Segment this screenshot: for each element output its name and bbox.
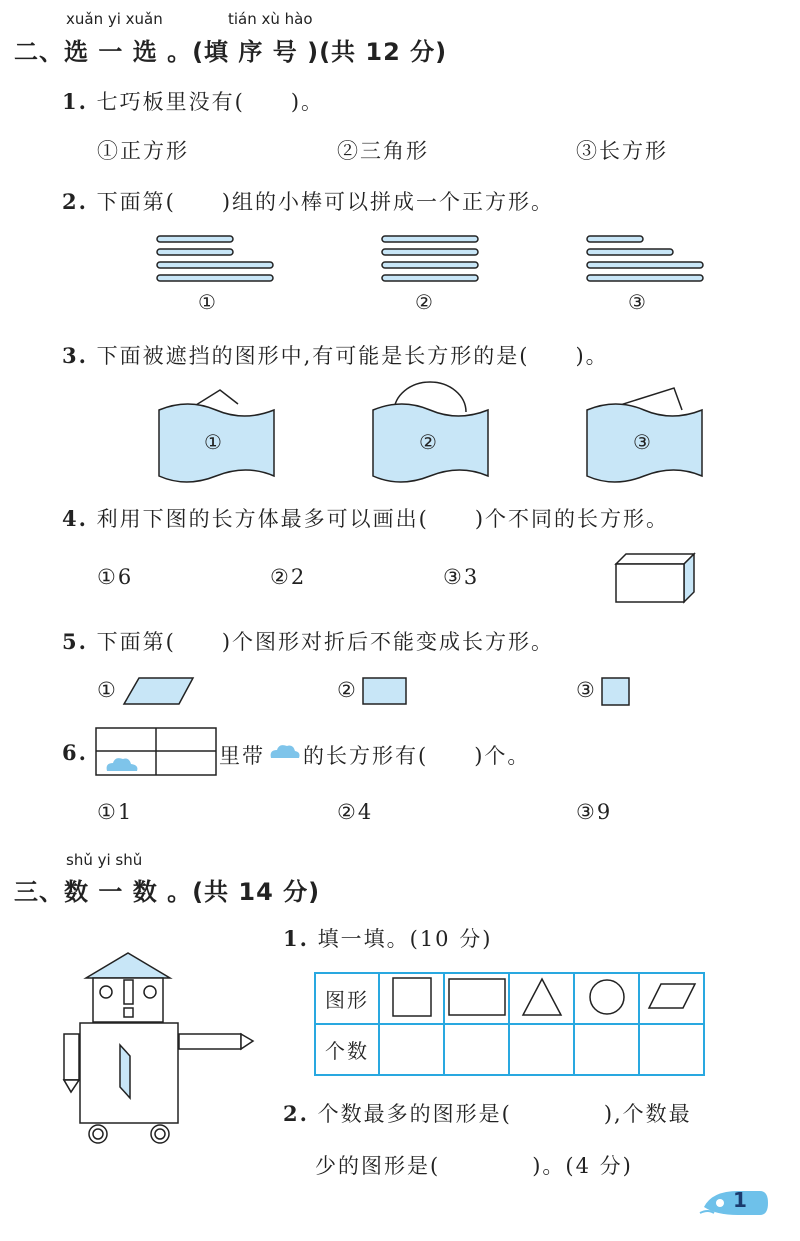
- q4-option-1: ①6: [97, 565, 134, 589]
- s3q1-question: [283, 923, 492, 953]
- q5-question: [62, 626, 554, 656]
- pinyin-tianxuhao: tián xù hào: [228, 10, 313, 28]
- q5-number: 5.: [62, 629, 88, 654]
- q4-number: 4.: [62, 506, 88, 531]
- q6-option-3: ③9: [576, 800, 613, 824]
- q2-question: [62, 186, 554, 216]
- q6-text-mid: 里带: [219, 744, 265, 768]
- q1-option-3: ③长方形: [576, 139, 668, 163]
- s3q2-line1: [283, 1098, 692, 1128]
- count-cell-circle[interactable]: [574, 1024, 639, 1075]
- table-square-icon: [391, 976, 433, 1018]
- q2-number: 2.: [62, 189, 88, 214]
- q1-number: 1.: [62, 89, 88, 114]
- q3-question: [62, 340, 609, 370]
- q3-number: 3.: [62, 343, 88, 368]
- table-circle-icon: [587, 977, 627, 1017]
- cuboid-icon: [614, 552, 696, 604]
- section2-heading: 二、选 一 选 。(填 序 号 )(共 12 分): [14, 38, 448, 66]
- q3-text: 下面被遮挡的图形中,有可能是长方形的是( )。: [96, 344, 609, 368]
- count-cell-rectangle[interactable]: [444, 1024, 509, 1075]
- q5-option-3: ③: [576, 678, 597, 702]
- page-number: 1: [733, 1188, 747, 1212]
- stick-group-2-label: ②: [415, 290, 433, 314]
- row-label-shape: 图形: [315, 973, 379, 1024]
- count-cell-parallelogram[interactable]: [639, 1024, 704, 1075]
- q5-option-2: ②: [337, 678, 358, 702]
- stick-group-1-label: ①: [198, 290, 216, 314]
- table-parallelogram-icon: [647, 982, 697, 1012]
- shape-cell-square: [379, 973, 444, 1024]
- count-cell-triangle[interactable]: [509, 1024, 574, 1075]
- parallelogram-icon: [123, 677, 195, 705]
- q6-grid-figure: [95, 727, 217, 777]
- s3q1-number: 1.: [283, 926, 309, 951]
- shape-cell-parallelogram: [639, 973, 704, 1024]
- s3q2-line2: 少的图形是( )。(4 分): [315, 1154, 633, 1178]
- q4-option-3: ③3: [443, 565, 480, 589]
- s3q2-number: 2.: [283, 1101, 309, 1126]
- robot-figure: [58, 950, 258, 1150]
- table-rectangle-icon: [447, 977, 507, 1017]
- q5-text: 下面第( )个图形对折后不能变成长方形。: [96, 630, 555, 654]
- table-triangle-icon: [521, 977, 563, 1017]
- count-table: [314, 972, 705, 1076]
- hidden-shape-2-label: ②: [419, 430, 437, 454]
- q6-option-2: ②4: [337, 800, 374, 824]
- q6-number: 6.: [62, 740, 88, 765]
- q1-question: [62, 86, 324, 116]
- q1-option-1: ①正方形: [97, 139, 189, 163]
- stick-group-3-label: ③: [628, 290, 646, 314]
- shape-cell-rectangle: [444, 973, 509, 1024]
- q4-question: [62, 503, 669, 533]
- shape-cell-circle: [574, 973, 639, 1024]
- q5-option-1: ①: [97, 678, 118, 702]
- rectangle-icon: [362, 677, 408, 705]
- square-icon: [601, 677, 631, 707]
- q4-option-2: ②2: [270, 565, 307, 589]
- q1-option-2: ②三角形: [337, 139, 429, 163]
- s3q2-line1-text: 个数最多的图形是( ),个数最: [317, 1102, 692, 1126]
- count-table-row-shapes: [315, 973, 704, 1024]
- stick-group-2: [380, 234, 490, 284]
- stick-group-1: [155, 234, 285, 284]
- shape-cell-triangle: [509, 973, 574, 1024]
- pinyin-xuanyixuan: xuǎn yi xuǎn: [66, 10, 163, 28]
- s3q1-text: 填一填。(10 分): [317, 927, 493, 951]
- count-table-row-counts: [315, 1024, 704, 1075]
- q6-text-end: 的长方形有( )个。: [303, 744, 531, 768]
- section3-heading: 三、数 一 数 。(共 14 分): [14, 878, 321, 906]
- q4-text: 利用下图的长方体最多可以画出( )个不同的长方形。: [96, 507, 670, 531]
- count-cell-square[interactable]: [379, 1024, 444, 1075]
- q6-option-1: ①1: [97, 800, 134, 824]
- stick-group-3: [585, 234, 715, 284]
- q6-number-wrap: [62, 740, 88, 765]
- hidden-shape-1-label: ①: [204, 430, 222, 454]
- pinyin-shuyishu: shǔ yi shǔ: [66, 851, 143, 869]
- hidden-shape-3-label: ③: [633, 430, 651, 454]
- cloud-icon: [268, 740, 302, 762]
- q1-text: 七巧板里没有( )。: [96, 90, 325, 114]
- q2-text: 下面第( )组的小棒可以拼成一个正方形。: [96, 190, 555, 214]
- row-label-count: 个数: [315, 1024, 379, 1075]
